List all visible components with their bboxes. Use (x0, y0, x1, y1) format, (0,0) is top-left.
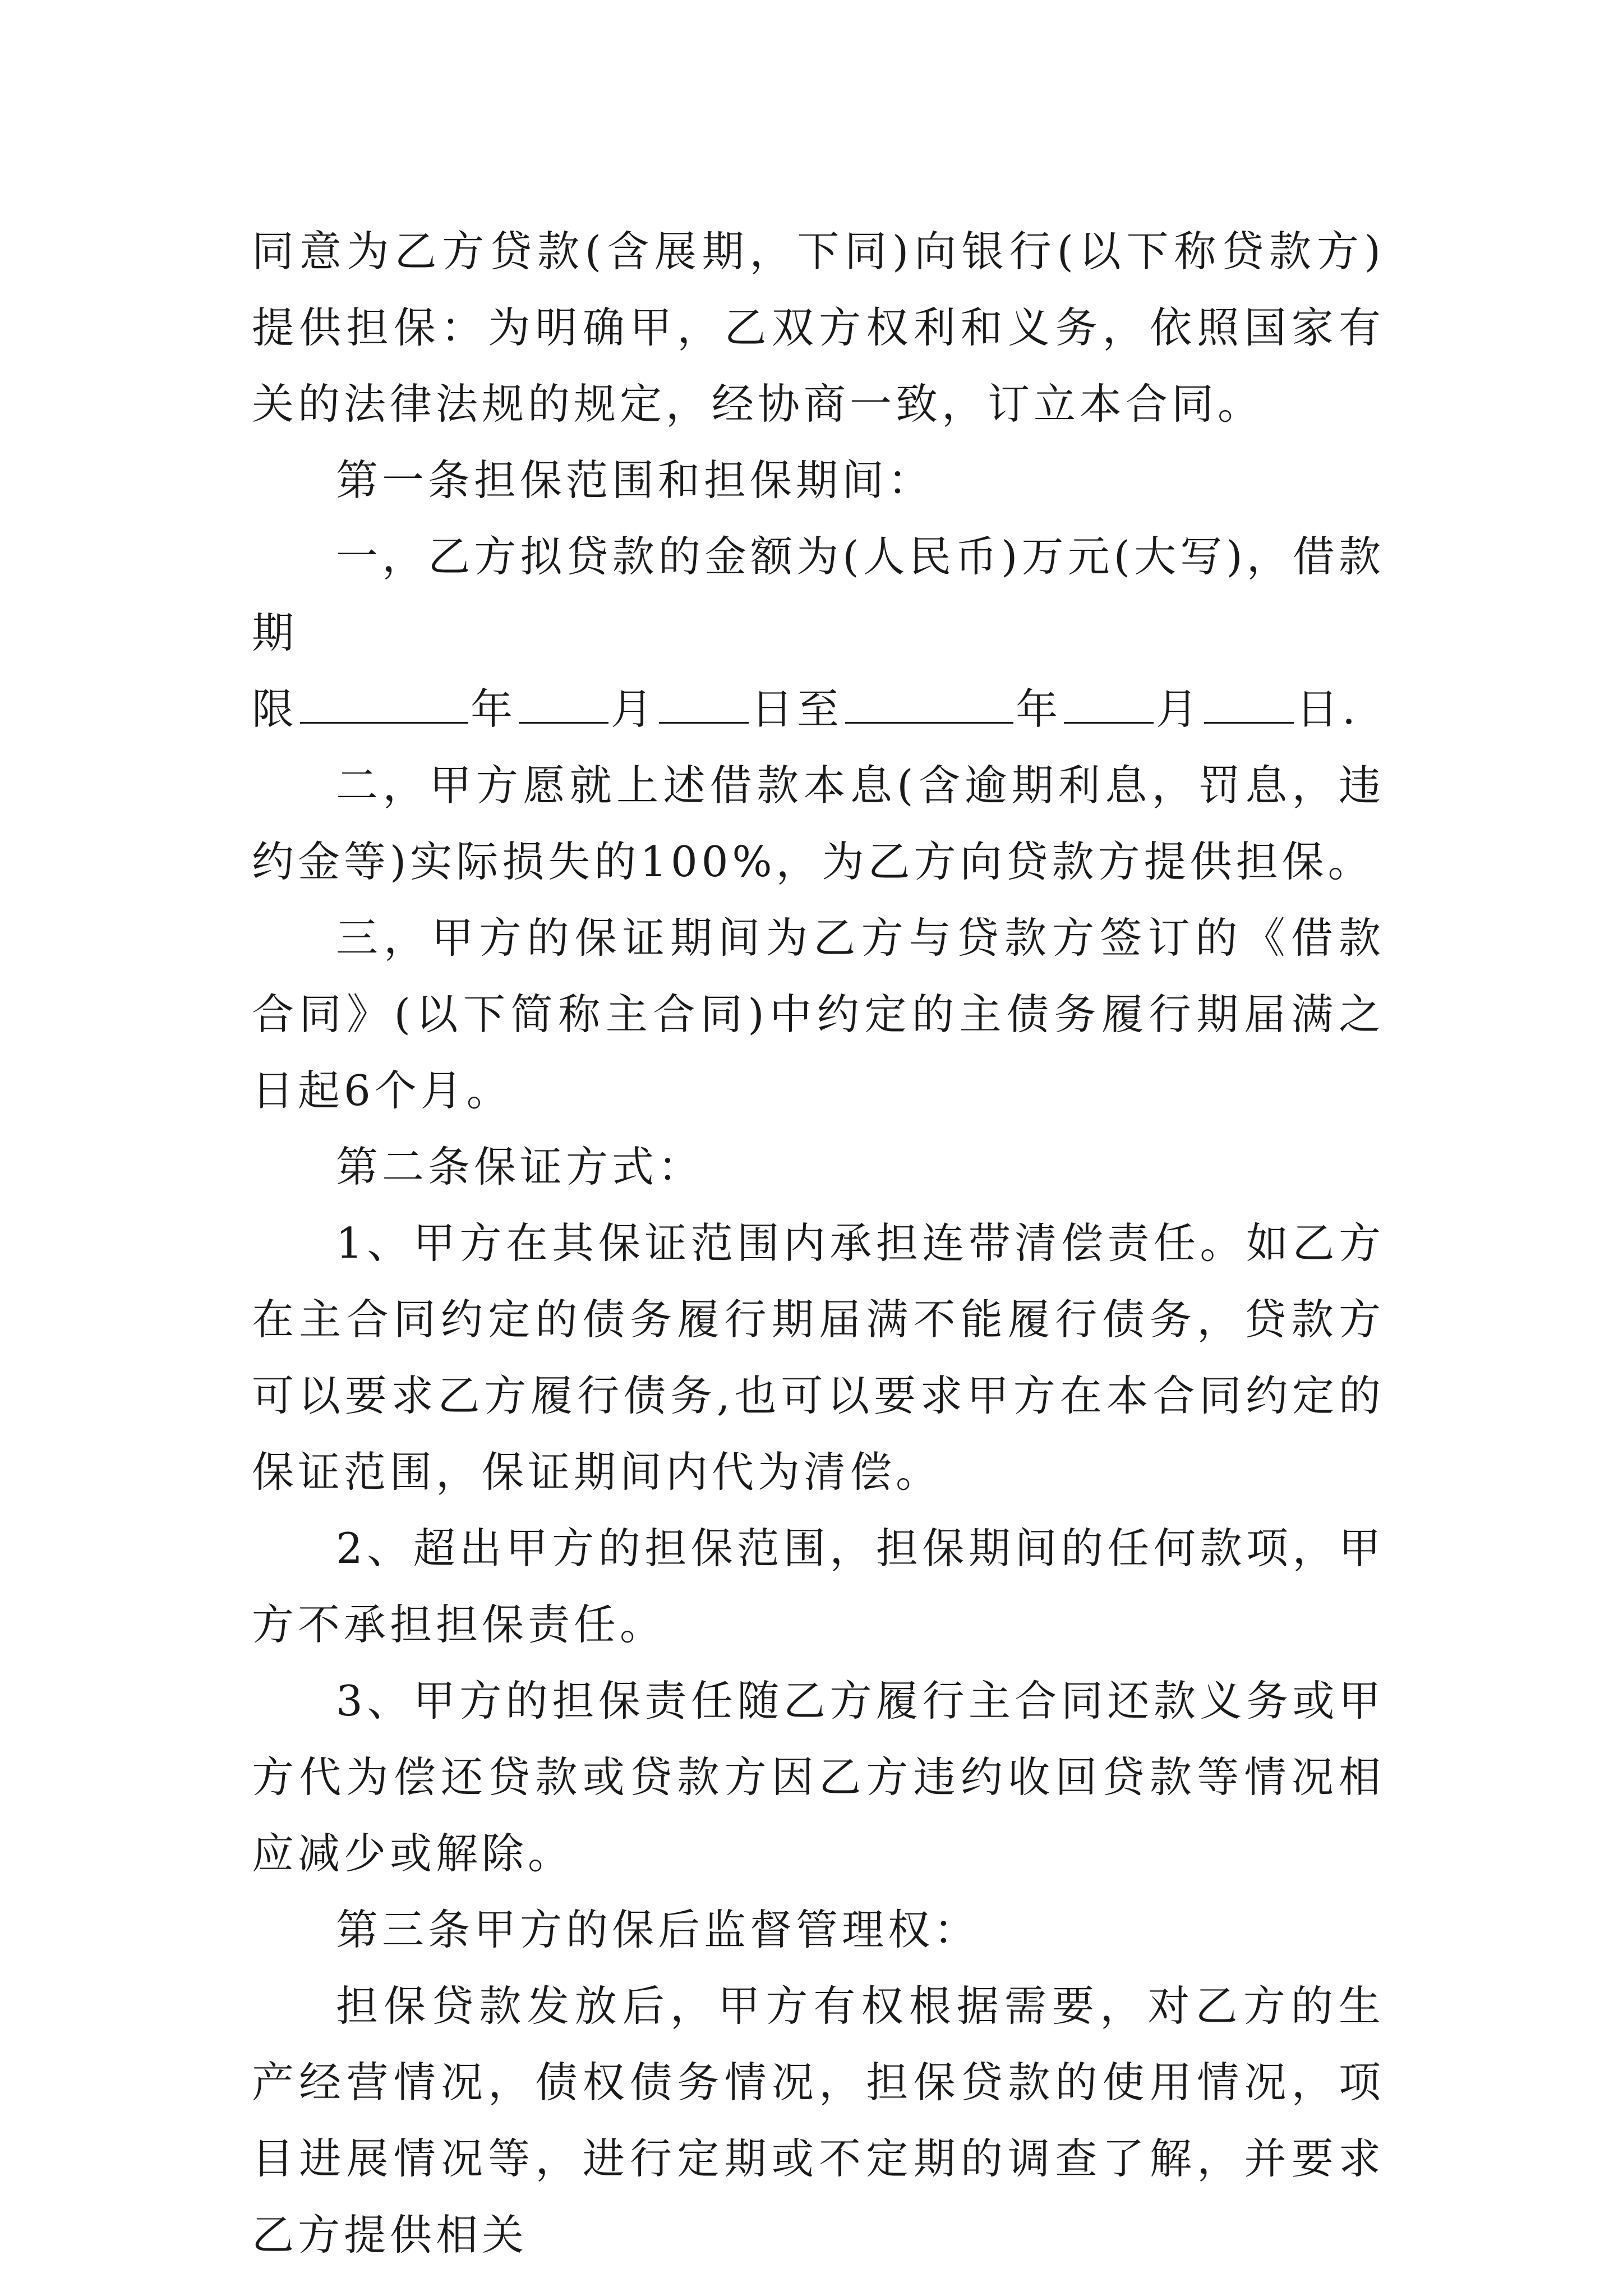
blank-field (1064, 683, 1154, 724)
blank-field (300, 683, 468, 724)
blank-field (1204, 683, 1294, 724)
clause-2-2: 2、超出甲方的担保范围，担保期间的任何款项，甲方不承担担保责任。 (252, 1524, 1385, 1649)
blank-field (519, 683, 608, 724)
article-3-heading: 第三条甲方的保后监督管理权： (336, 1905, 980, 1954)
paragraph-preamble: 同意为乙方贷款(含展期，下同)向银行(以下称贷款方)提供担保：为明确甲，乙双方权利和义务，依照国家有关的法律法规的规定，经协商一致，订立本合同。 (252, 227, 1385, 429)
blank-field (845, 683, 1013, 724)
term-day-to: 日至 (751, 684, 843, 734)
article-2-heading: 第二条保证方式： (336, 1142, 704, 1191)
term-year-1: 年 (471, 684, 517, 734)
clause-3-1: 担保贷款发放后，甲方有权根据需要，对乙方的生产经营情况，债权债务情况，担保贷款的使用情况，项目进展情况等，进行定期或不定期的调查了解，并要求乙方提供相关 (252, 1981, 1385, 2260)
article-1-heading: 第一条担保范围和担保期间： (336, 455, 934, 505)
term-day-end: 日. (1296, 684, 1359, 734)
clause-2-3: 3、甲方的担保责任随乙方履行主合同还款义务或甲方代为偿还贷款或贷款方因乙方违约收回贷款等情况相应减少或解除。 (252, 1676, 1385, 1878)
contract-body (252, 213, 1385, 2273)
term-year-2: 年 (1016, 684, 1062, 734)
clause-1-3: 三，甲方的保证期间为乙方与贷款方签订的《借款合同》(以下简称主合同)中约定的主债务履行期届满之日起6个月。 (252, 913, 1385, 1115)
term-month-1: 月 (611, 684, 657, 734)
term-month-2: 月 (1156, 684, 1202, 734)
blank-field (659, 683, 749, 724)
clause-1-2: 二，甲方愿就上述借款本息(含逾期利息，罚息，违约金等)实际损失的100%，为乙方向贷款方提供担保。 (252, 761, 1385, 886)
clause-1-1-text: 一，乙方拟贷款的金额为(人民币)万元(大写)，借款期 (252, 532, 1385, 657)
clause-1-1 (252, 518, 1385, 747)
term-prefix: 限 (252, 684, 298, 734)
clause-2-1: 1、甲方在其保证范围内承担连带清偿责任。如乙方在主合同约定的债务履行期届满不能履行债务，贷款方可以要求乙方履行债务,也可以要求甲方在本合同约定的保证范围，保证期间内代为清偿。 (252, 1218, 1385, 1497)
